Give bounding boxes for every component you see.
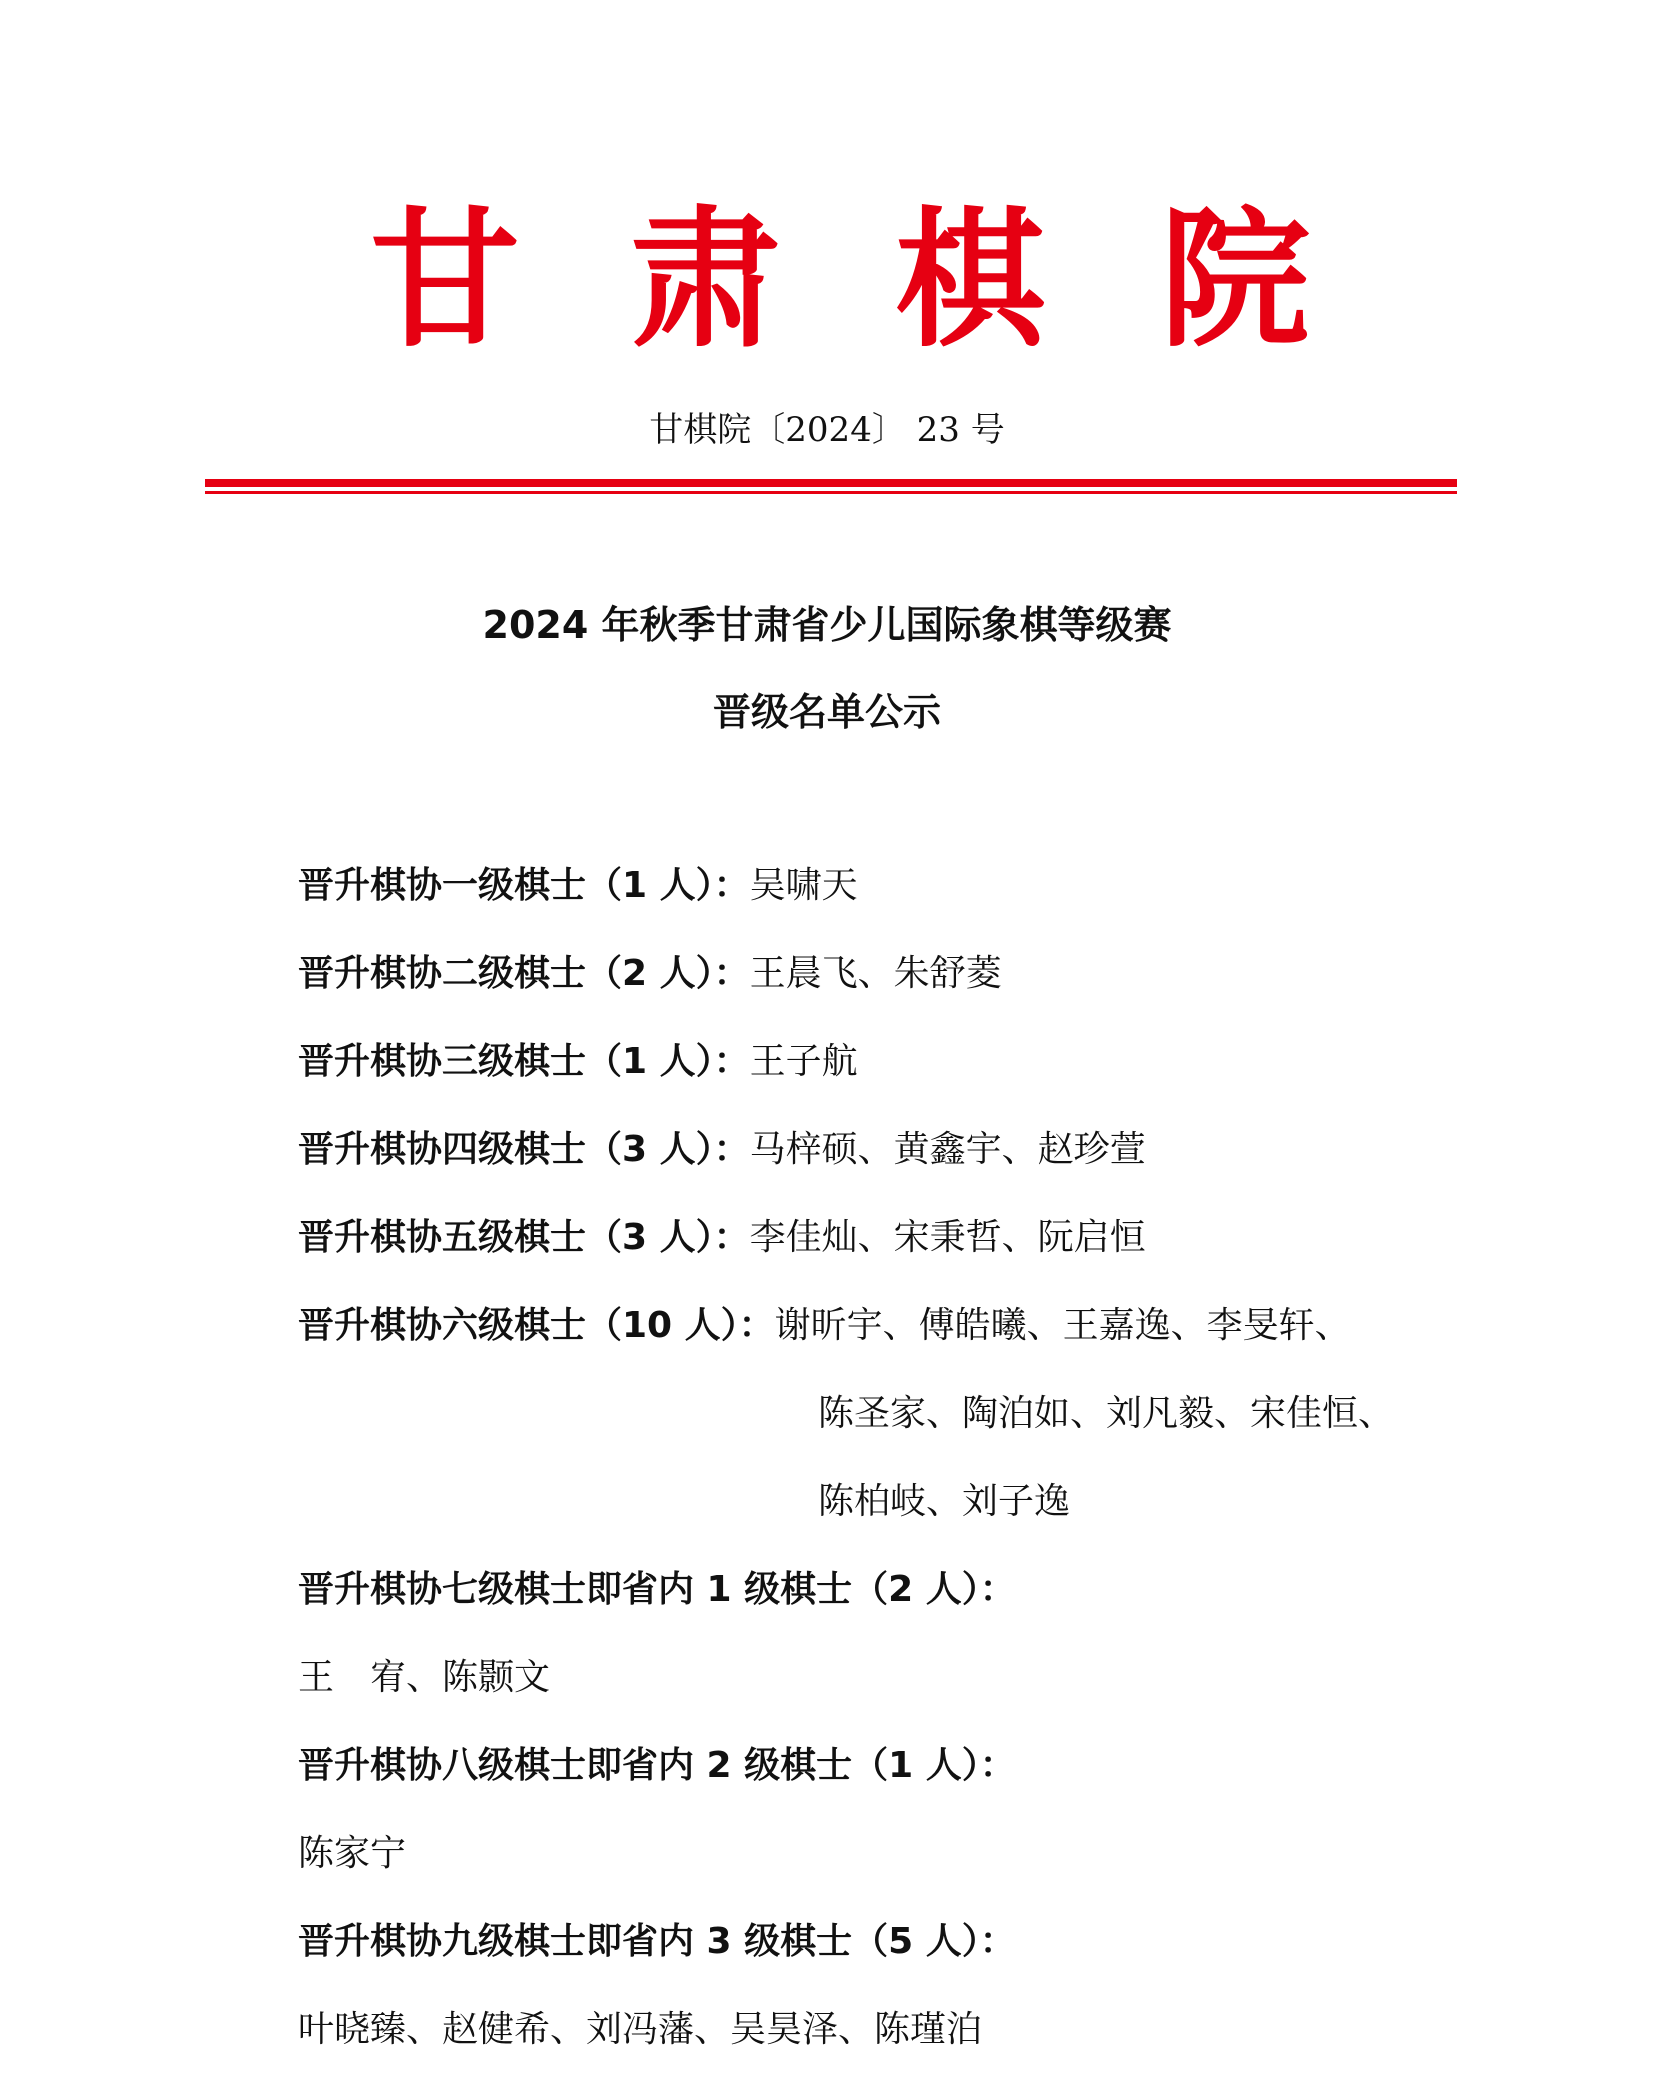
promotion-item-level-6 <box>298 1296 1351 1356</box>
promotion-label: 晋升棋协三级棋士（1 人）： <box>298 1041 750 1082</box>
promotion-names: 吴啸天 <box>749 865 858 906</box>
promotion-label: 晋升棋协二级棋士（2 人）： <box>298 953 750 994</box>
promotion-names: 陈家宁 <box>298 1833 407 1874</box>
promotion-names-row <box>298 2000 982 2060</box>
promotion-label: 晋升棋协四级棋士（3 人）： <box>298 1129 750 1170</box>
masthead-org-name <box>0 192 1654 368</box>
promotion-names-row <box>298 1648 550 1708</box>
promotion-names: 谢昕宇、傅皓曦、王嘉逸、李旻轩、 <box>774 1305 1351 1346</box>
masthead-char-3: 棋 <box>895 192 1046 368</box>
promotion-label: 晋升棋协六级棋士（10 人）： <box>298 1305 775 1346</box>
promotion-names-row <box>298 1824 406 1884</box>
masthead-char-2: 肃 <box>630 192 781 368</box>
promotion-item-level-4 <box>298 1120 1146 1180</box>
promotion-names: 王子航 <box>749 1041 858 1082</box>
promotion-item-level-1 <box>298 856 858 916</box>
promotion-item-level-3 <box>298 1032 858 1092</box>
promotion-item-level-2 <box>298 944 1002 1004</box>
document-title: 2024 年秋季甘肃省少儿国际象棋等级赛 <box>482 603 1172 647</box>
promotion-label: 晋升棋协五级棋士（3 人）： <box>298 1217 750 1258</box>
promotion-item-level-7 <box>298 1560 1016 1620</box>
document-number: 甘棋院〔2024〕 23 号 <box>649 410 1005 450</box>
document-subtitle: 晋级名单公示 <box>712 690 941 734</box>
promotion-names: 李佳灿、宋秉哲、阮启恒 <box>749 1217 1146 1258</box>
promotion-item-level-9 <box>298 1912 1016 1972</box>
masthead-char-1: 甘 <box>370 192 521 368</box>
header-divider-thin <box>205 491 1457 494</box>
promotion-names-continued <box>818 1472 1070 1532</box>
promotion-item-level-8 <box>298 1736 1016 1796</box>
promotion-names: 陈柏岐、刘子逸 <box>818 1481 1071 1522</box>
header-divider-thick <box>205 479 1457 487</box>
promotion-label: 晋升棋协八级棋士即省内 2 级棋士（1 人）： <box>298 1745 1016 1786</box>
promotion-label: 晋升棋协九级棋士即省内 3 级棋士（5 人）： <box>298 1921 1016 1962</box>
promotion-label: 晋升棋协一级棋士（1 人）： <box>298 865 750 906</box>
promotion-item-level-5 <box>298 1208 1146 1268</box>
promotion-names: 王 宥、陈颢文 <box>298 1657 551 1698</box>
promotion-names: 王晨飞、朱舒菱 <box>749 953 1002 994</box>
masthead-char-4: 院 <box>1160 192 1311 368</box>
promotion-names: 陈圣家、陶泊如、刘凡毅、宋佳恒、 <box>818 1393 1395 1434</box>
promotion-names: 叶晓臻、赵健希、刘冯藩、吴昊泽、陈瑾泊 <box>298 2009 983 2050</box>
promotion-names: 马梓硕、黄鑫宇、赵珍萱 <box>749 1129 1146 1170</box>
promotion-names-continued <box>818 1384 1394 1444</box>
promotion-label: 晋升棋协七级棋士即省内 1 级棋士（2 人）： <box>298 1569 1016 1610</box>
